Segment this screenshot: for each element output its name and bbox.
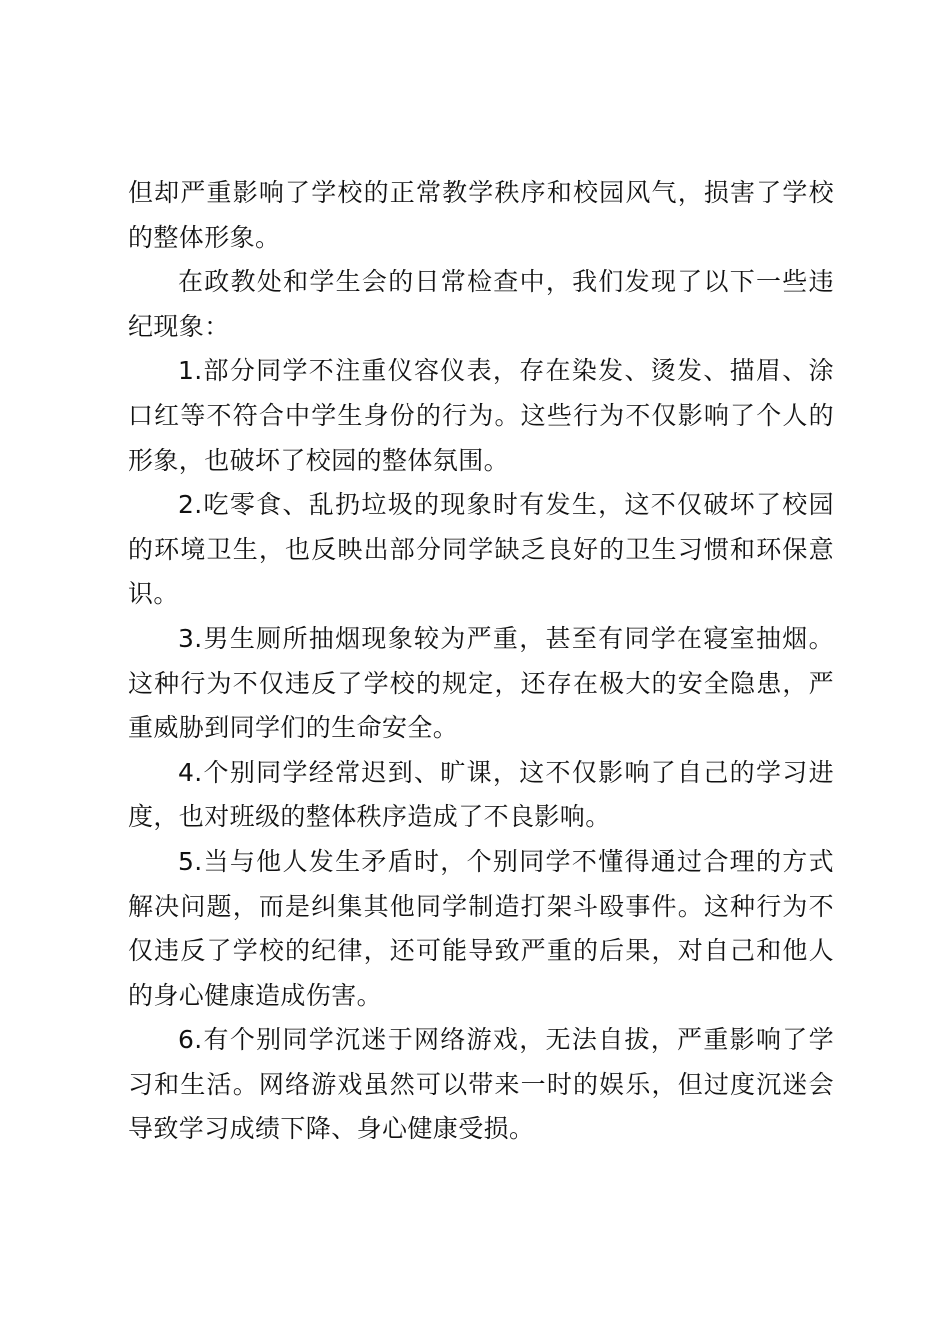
paragraph-item-6: 6.有个别同学沉迷于网络游戏，无法自拔，严重影响了学习和生活。网络游戏虽然可以带来一时的娱乐，但过度沉迷会导致学习成绩下降、身心健康受损。 — [128, 1025, 834, 1144]
paragraph-intro: 在政教处和学生会的日常检查中，我们发现了以下一些违纪现象： — [128, 267, 834, 341]
paragraph-item-3: 3.男生厕所抽烟现象较为严重，甚至有同学在寝室抽烟。这种行为不仅违反了学校的规定，还存在极大的安全隐患，严重威胁到同学们的生命安全。 — [128, 623, 834, 743]
paragraph-item-1: 1.部分同学不注重仪容仪表，存在染发、烫发、描眉、涂口红等不符合中学生身份的行为。这些行为不仅影响了个人的形象，也破坏了校园的整体氛围。 — [128, 356, 834, 475]
document-body — [128, 171, 834, 1152]
paragraph-item-4: 4.个别同学经常迟到、旷课，这不仅影响了自己的学习进度，也对班级的整体秩序造成了不良影响。 — [128, 757, 834, 832]
paragraph-item-2: 2.吃零食、乱扔垃圾的现象时有发生，这不仅破坏了校园的环境卫生，也反映出部分同学缺乏良好的卫生习惯和环保意识。 — [128, 490, 834, 609]
paragraph-item-5: 5.当与他人发生矛盾时，个别同学不懂得通过合理的方式解决问题，而是纠集其他同学制造打架斗殴事件。这种行为不仅违反了学校的纪律，还可能导致严重的后果，对自己和他人的身心健康造成伤害。 — [128, 846, 834, 1010]
paragraph-continuation: 但却严重影响了学校的正常教学秩序和校园风气，损害了学校的整体形象。 — [128, 178, 834, 252]
